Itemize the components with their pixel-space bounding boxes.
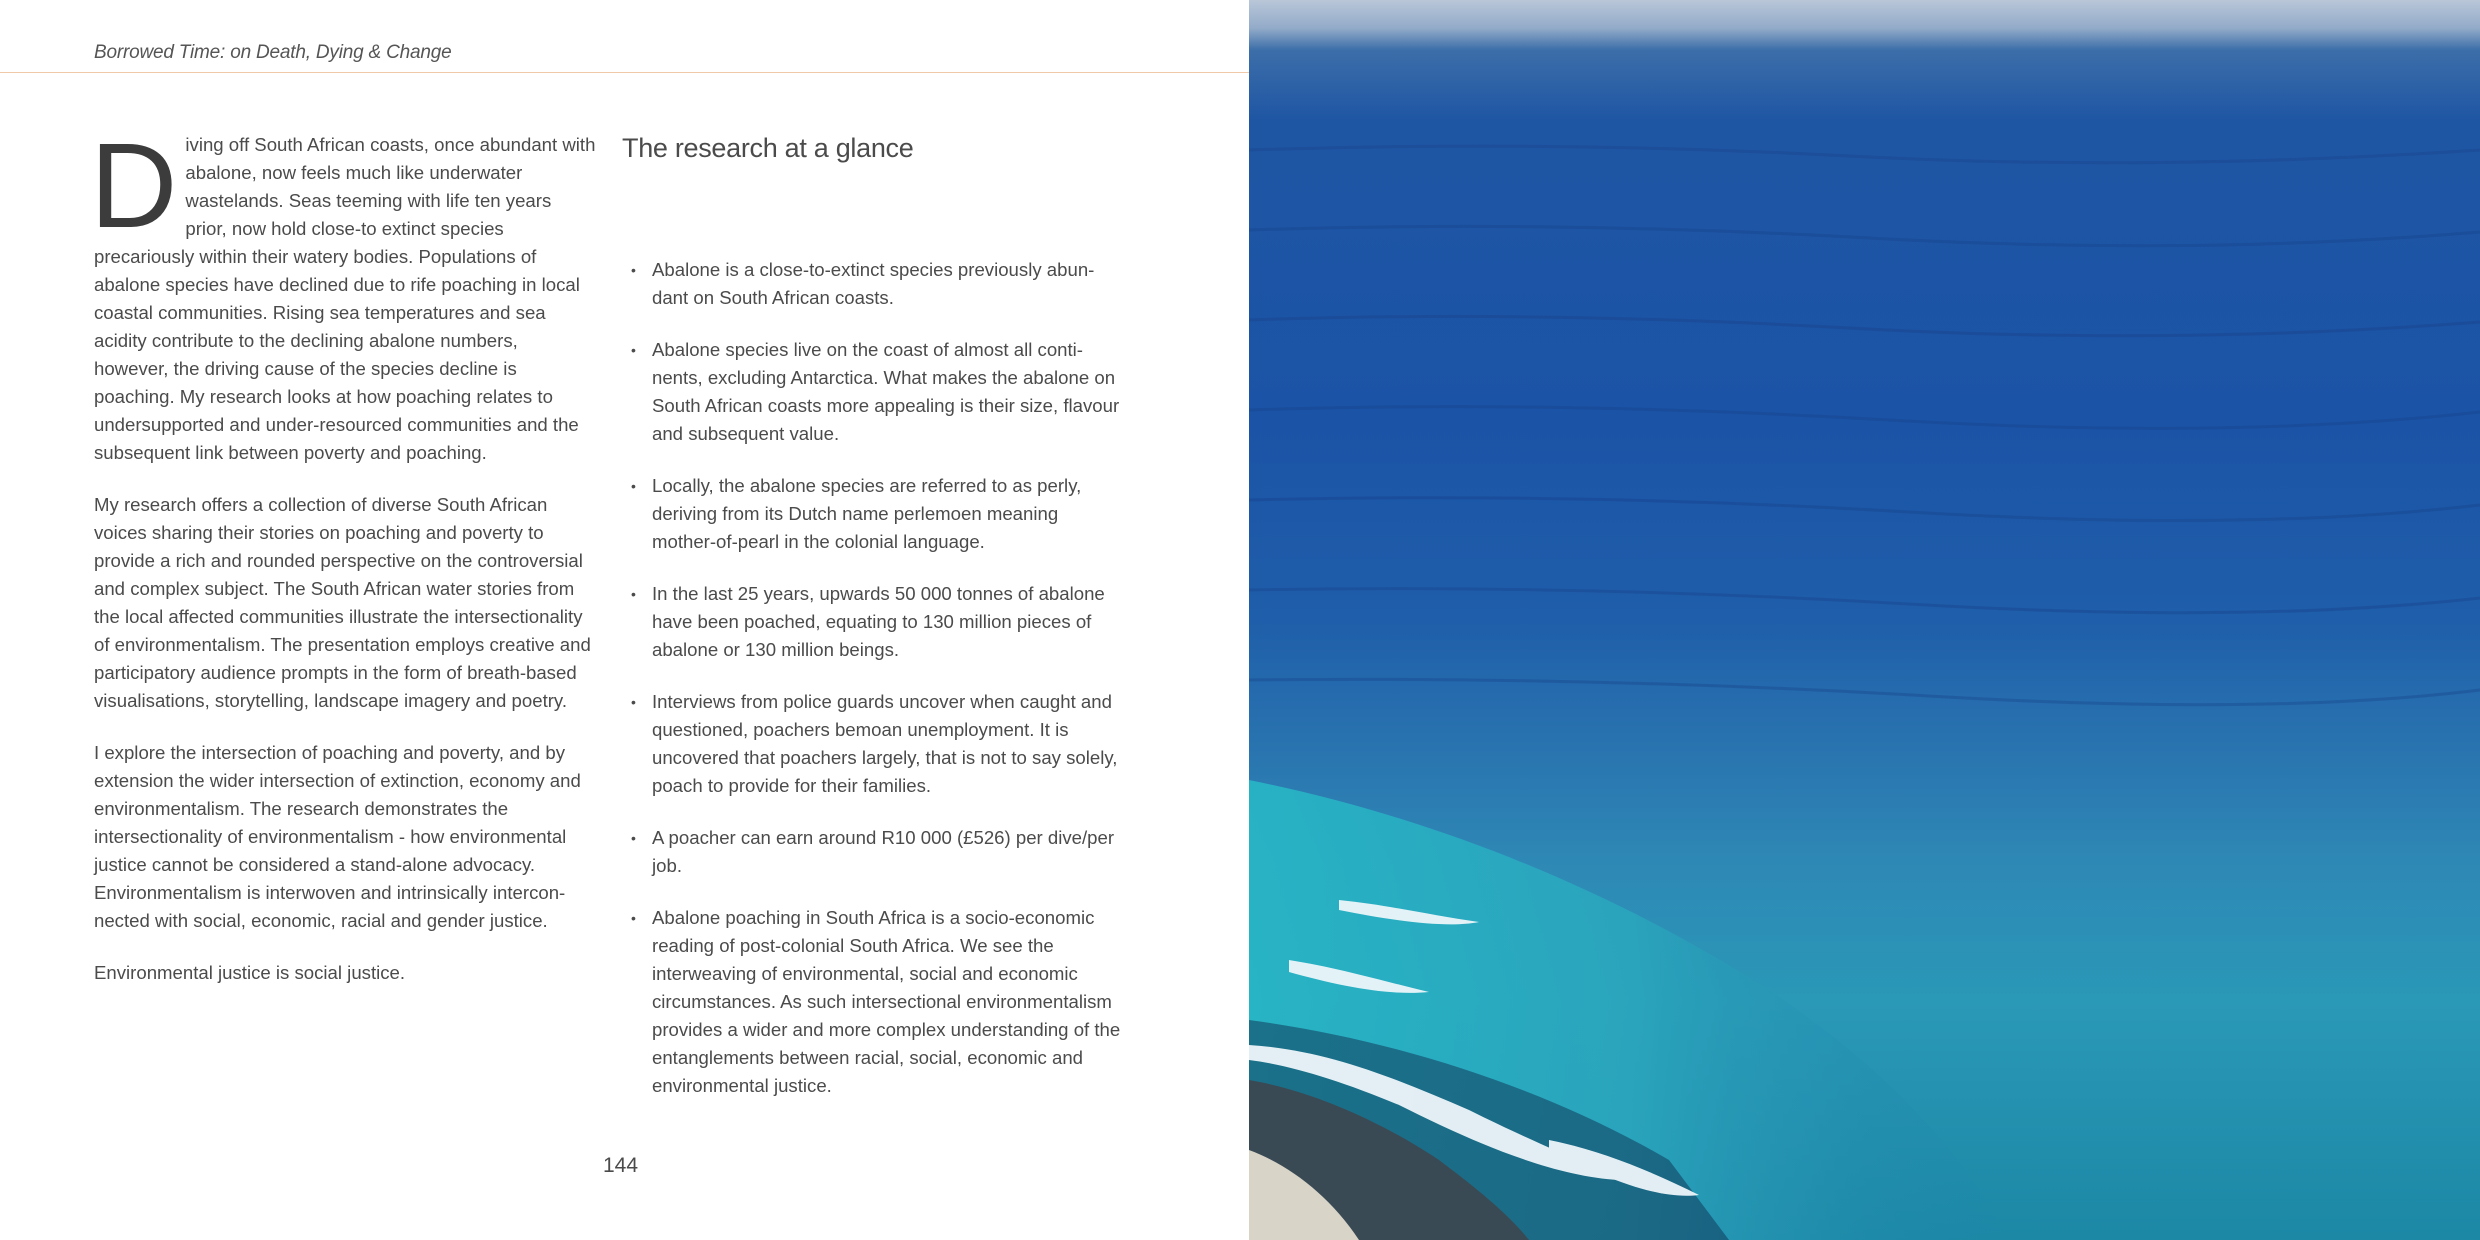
body-paragraph-2: My research offers a collection of diverse South African voices sharing their stories on poaching and poverty to provide a rich and rounded perspective on the controversial and complex subject. The South African water stories from the local affected communities illustrate the intersectionality of environmentalism. The presentation employs creative and participatory audience prompts in the form of breath-based visualisations, storytelling, landscape imagery and poetry.: [94, 494, 591, 711]
bullet-item: • In the last 25 years, upwards 50 000 tonnes of abalone have been poached, equating to 130 million pieces of abalone or 130 million beings.: [622, 580, 1122, 664]
running-head-title: Borrowed Time: on Death, Dying & Change: [94, 42, 452, 63]
body-text-column: [90, 117, 596, 1011]
research-at-a-glance-panel: [622, 128, 1122, 1124]
bullet-item: • Interviews from police guards uncover when caught and questioned, poachers bemoan unemployment. It is uncovered that poachers largely, that is not to say solely, poach to provide for their families.: [622, 688, 1122, 800]
ocean-photo: [1249, 0, 2480, 1240]
ocean-illustration: [1249, 0, 2480, 1240]
bullet-item: • Abalone species live on the coast of almost all continents, excluding Antarctica. What makes the abalone on South African coasts more appealing is their size, flavour and subsequent value.: [622, 336, 1122, 448]
research-bullet-list: [622, 256, 1122, 1100]
body-paragraph-3: I explore the intersection of poaching and poverty, and by extension the wider intersection of extinction, economy and environmentalism. The research demonstrates the intersectionality of environmentalism - how environmental justice cannot be considered a stand-alone advocacy. Environmentalism is interwoven and intrinsically interconnected with social, economic, racial and gender justice.: [94, 742, 581, 931]
intro-paragraph-text: iving off South African coasts, once abundant with abalone, now feels much like underwater wastelands. Seas teeming with life ten years prior, now hold close-to extinct species precariously within their watery bodies. Populations of abalone species have declined due to rife poaching in local coastal communities. Rising sea temperatures and sea acidity contribute to the declining abalone numbers, however, the driving cause of the species decline is poaching. My research looks at how poaching relates to undersupported and under-resourced communities and the subsequent link between poverty and poaching.: [94, 134, 596, 463]
bullet-item: • A poacher can earn around R10 000 (£526) per dive/per job.: [622, 824, 1122, 880]
bullet-item: • Abalone poaching in South Africa is a socio-economic reading of post-colonial South Africa. We see the interweaving of environmental, social and economic circumstances. As such intersectional environmentalism provides a wider and more complex understanding of the entanglements between racial, social, economic and environmental justice.: [622, 904, 1122, 1100]
bullet-item: • Locally, the abalone species are referred to as perly, deriving from its Dutch name perlemoen meaning mother-of-pearl in the colonial language.: [622, 472, 1122, 556]
bullet-item: • Abalone is a close-to-extinct species previously abundant on South African coasts.: [622, 256, 1122, 312]
page-number: 144: [603, 1154, 639, 1177]
body-paragraph-4: Environmental justice is social justice.: [94, 962, 406, 983]
wave-ripples: [1249, 146, 2480, 705]
section-title: The research at a glance: [622, 133, 914, 163]
header-divider: [0, 72, 1249, 73]
drop-cap: D: [90, 117, 178, 253]
intro-paragraph: [90, 117, 596, 467]
